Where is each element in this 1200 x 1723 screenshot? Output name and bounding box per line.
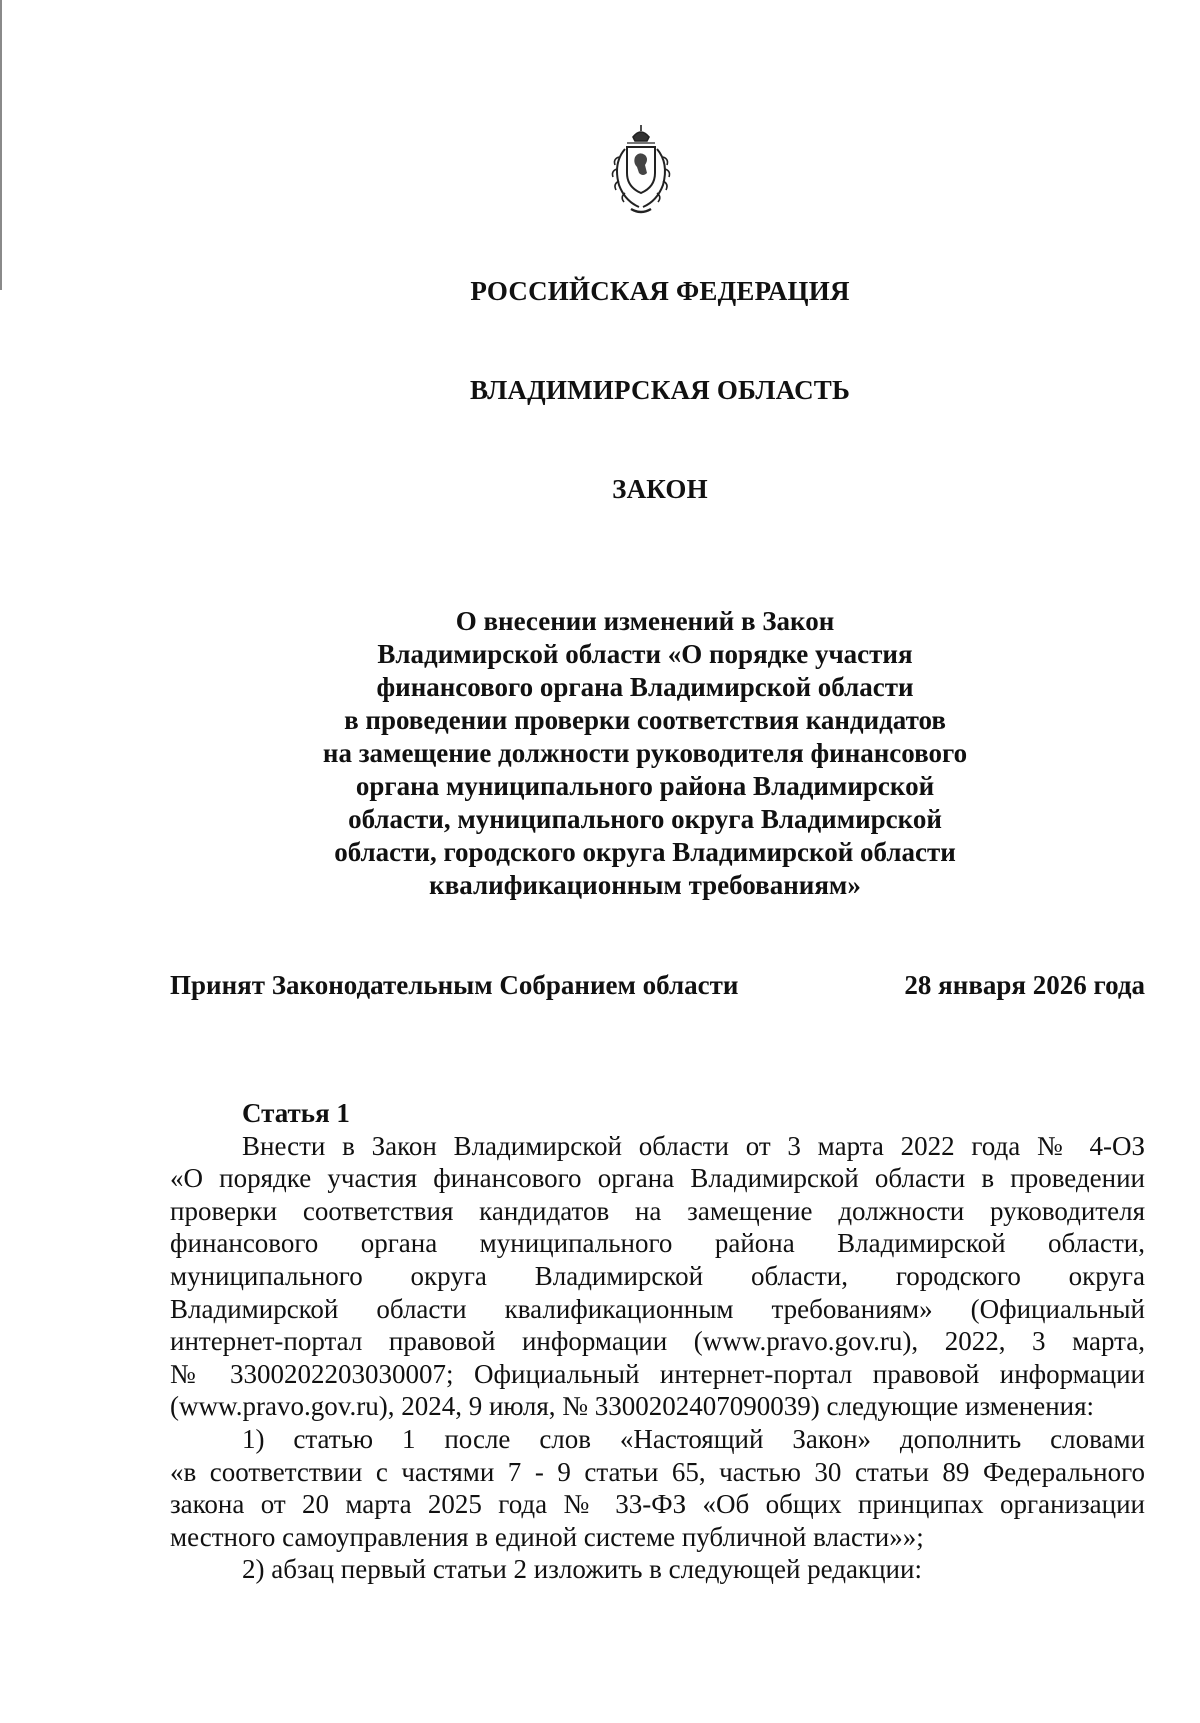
law-title-line: финансового органа Владимирской области xyxy=(376,672,914,702)
article-body xyxy=(170,1097,1145,1586)
document-type-heading: ЗАКОН xyxy=(612,474,708,504)
article-heading: Статья 1 xyxy=(242,1098,350,1128)
scan-edge xyxy=(0,0,2,290)
region-heading: ВЛАДИМИРСКАЯ ОБЛАСТЬ xyxy=(469,375,851,405)
item-line: местного самоуправления в единой системе публичной власти»»; xyxy=(170,1521,924,1552)
paragraph-line: финансового органа муниципального района Владимирской области, xyxy=(170,1228,1145,1259)
law-title-line: на замещение должности руководителя финансового xyxy=(322,738,968,768)
item-line: 1) статью 1 после слов «Настоящий Закон» дополнить словами xyxy=(242,1423,1145,1454)
paragraph-line: Владимирской области квалификационным требованиям» (Официальный xyxy=(170,1293,1145,1324)
country-heading: РОССИЙСКАЯ ФЕДЕРАЦИЯ xyxy=(470,276,850,306)
paragraph-line: Внести в Закон Владимирской области от 3 марта 2022 года № 4-ОЗ xyxy=(242,1130,1145,1161)
law-title-line: области, муниципального округа Владимирской xyxy=(348,804,942,834)
coat-of-arms-icon xyxy=(605,123,677,219)
adoption-date: 28 января 2026 года xyxy=(904,970,1145,1000)
adoption-label: Принят Законодательным Собранием области xyxy=(170,970,739,1000)
item-line: «в соответствии с частями 7 - 9 статьи 65, частью 30 статьи 89 Федерального xyxy=(170,1456,1145,1487)
law-title-line: О внесении изменений в Закон xyxy=(455,606,835,636)
law-title-line: Владимирской области «О порядке участия xyxy=(377,639,913,669)
law-title-line: в проведении проверки соответствия кандидатов xyxy=(344,705,946,735)
item-line: 2) абзац первый статьи 2 изложить в следующей редакции: xyxy=(242,1554,922,1585)
item-line: закона от 20 марта 2025 года № 33-ФЗ «Об общих принципах организации xyxy=(170,1489,1145,1520)
paragraph-line: № 3300202203030007; Официальный интернет-портал правовой информации xyxy=(170,1358,1145,1389)
paragraph-line: «О порядке участия финансового органа Владимирской области в проведении xyxy=(170,1163,1145,1194)
paragraph-line: (www.pravo.gov.ru), 2024, 9 июля, № 3300202407090039) следующие изменения: xyxy=(170,1391,1095,1422)
paragraph-line: муниципального округа Владимирской области, городского округа xyxy=(170,1260,1145,1291)
law-title xyxy=(260,605,1030,902)
paragraph-line: проверки соответствия кандидатов на замещение должности руководителя xyxy=(170,1195,1145,1226)
law-title-line: органа муниципального района Владимирской xyxy=(355,771,935,801)
adoption-line xyxy=(170,970,1145,1001)
paragraph-line: интернет-портал правовой информации (www.pravo.gov.ru), 2022, 3 марта, xyxy=(170,1326,1145,1357)
law-title-line: квалификационным требованиям» xyxy=(429,870,861,900)
law-title-line: области, городского округа Владимирской области xyxy=(334,837,956,867)
